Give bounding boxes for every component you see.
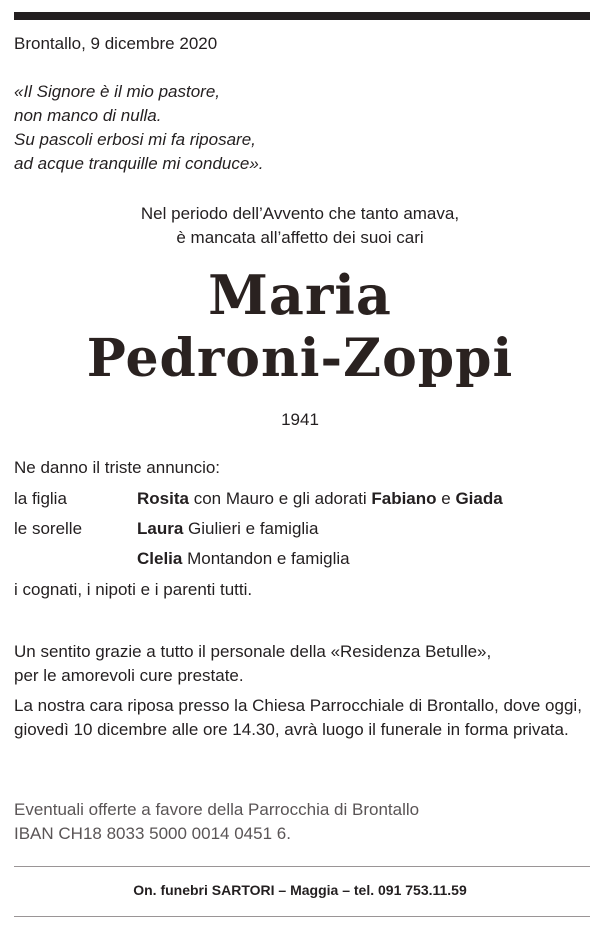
relation-label: la figlia xyxy=(14,489,67,508)
family-text: e xyxy=(436,489,456,508)
announcement-line: Ne danno il triste annuncio: xyxy=(14,458,221,477)
intro-line: è mancata all’affetto dei suoi cari xyxy=(176,228,424,247)
family-row-sisters xyxy=(14,519,318,539)
quote-line: Su pascoli erbosi mi fa riposare, xyxy=(14,130,256,149)
thanks-line: per le amorevoli cure prestate. xyxy=(14,666,244,685)
thanks-line: Un sentito grazie a tutto il personale della «Residenza Betulle», xyxy=(14,642,492,661)
quote-line: ad acque tranquille mi conduce». xyxy=(14,154,264,173)
deceased-first-name: Maria xyxy=(208,263,392,327)
family-row-daughter xyxy=(14,489,503,509)
psalm-quote xyxy=(14,80,264,176)
quote-line: «Il Signore è il mio pastore, xyxy=(14,82,220,101)
birth-year: 1941 xyxy=(281,410,319,429)
family-text: Montandon e famiglia xyxy=(182,549,350,568)
intro-line: Nel periodo dell’Avvento che tanto amava, xyxy=(140,204,460,223)
funeral-paragraph: La nostra cara riposa presso la Chiesa Parrocchiale di Brontallo, dove oggi, giovedì 10 dicembre alle ore 14.30, avrà luogo il funerale in forma privata. xyxy=(14,696,582,739)
thanks-paragraph xyxy=(14,640,594,688)
family-name-bold: Fabiano xyxy=(371,489,437,508)
family-name-bold: Clelia xyxy=(137,549,183,568)
family-text: con Mauro e gli adorati xyxy=(188,489,372,508)
date-line: Brontallo, 9 dicembre 2020 xyxy=(14,34,218,53)
intro-text xyxy=(0,202,600,250)
family-text: Giulieri e famiglia xyxy=(183,519,319,538)
offers-line: Eventuali offerte a favore della Parrocchia di Brontallo xyxy=(14,800,420,819)
iban-line: IBAN CH18 8033 5000 0014 0451 6. xyxy=(14,824,291,843)
deceased-last-name: Pedroni-Zoppi xyxy=(86,328,514,389)
quote-line: non manco di nulla. xyxy=(14,106,162,125)
offers-paragraph xyxy=(14,798,419,846)
family-row-sister-2 xyxy=(14,549,350,569)
funeral-home-footer: On. funebri SARTORI – Maggia – tel. 091 753.11.59 xyxy=(133,882,467,898)
footer-divider-top xyxy=(14,866,590,867)
relatives-line: i cognati, i nipoti e i parenti tutti. xyxy=(14,580,253,599)
family-name-bold: Rosita xyxy=(137,489,189,508)
footer-divider-bottom xyxy=(14,916,590,917)
top-border-bar xyxy=(14,12,590,20)
family-name-bold: Laura xyxy=(137,519,184,538)
family-name-bold: Giada xyxy=(455,489,503,508)
relation-label: le sorelle xyxy=(14,519,83,538)
